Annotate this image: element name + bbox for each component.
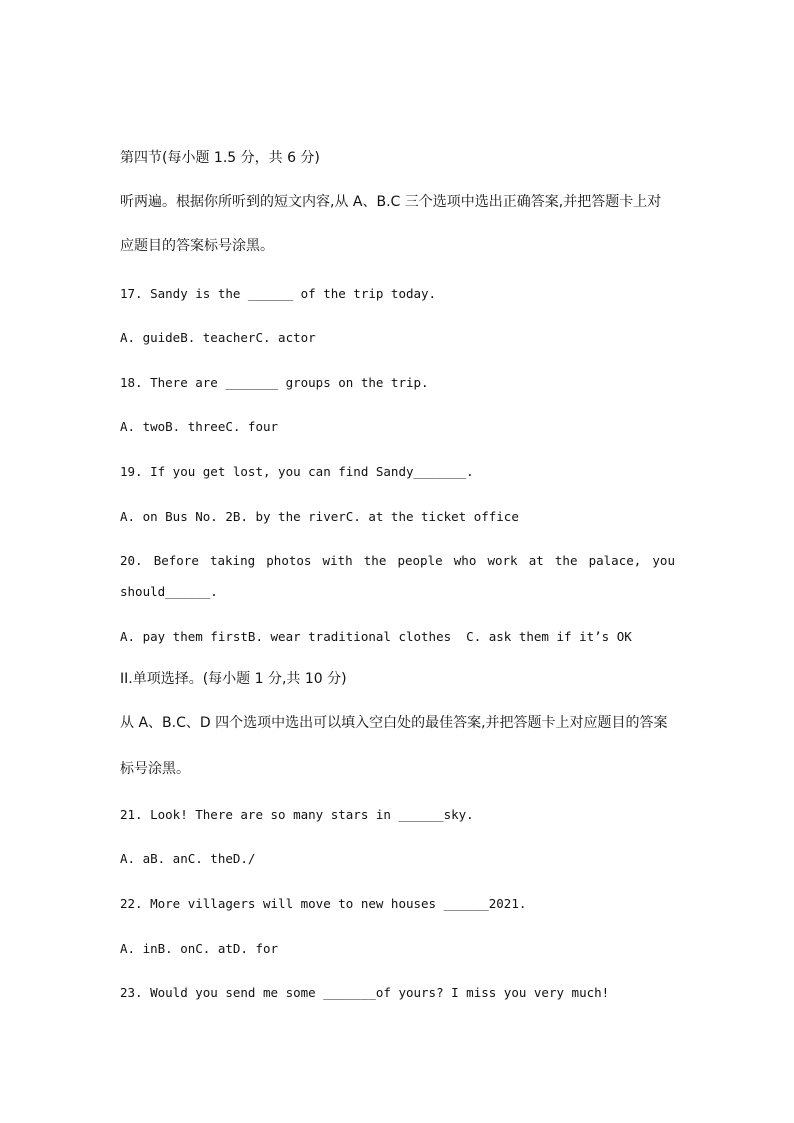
section-2-instruction-cont: 标号涂黑。 [120, 761, 190, 777]
q20-word: the [554, 553, 578, 568]
q20-word: with [322, 553, 353, 568]
section-4-instruction-cont: 应题目的答案标号涂黑。 [120, 238, 274, 254]
q20-word: work [487, 553, 518, 568]
section-2-instruction: 从 A、B.C、D 四个选项中选出可以填入空白处的最佳答案,并把答题卡上对应题目的答案 [120, 715, 668, 731]
q20-word: you [652, 553, 675, 568]
q20-word: the [363, 553, 387, 568]
q20-word: who [453, 553, 477, 568]
question-18: 18. There are _______ groups on the trip. [120, 375, 429, 390]
section-2-heading: II.单项选择。(每小题 1 分,共 10 分) [120, 671, 347, 687]
question-18-options: A. twoB. threeC. four [120, 419, 279, 434]
section-4-instruction: 听两遍。根据你所听到的短文内容,从 A、B.C 三个选项中选出正确答案,并把答题卡上对 [120, 194, 662, 210]
question-20-cont: should______. [120, 584, 218, 599]
q20-word: taking [209, 553, 256, 568]
question-17-options: A. guideB. teacherC. actor [120, 330, 316, 345]
q20-word: palace, [588, 553, 642, 568]
question-19-options: A. on Bus No. 2B. by the riverC. at the ticket office [120, 509, 519, 524]
q20-word: at [528, 553, 544, 568]
section-4-heading: 第四节(每小题 1.5 分，共 6 分) [120, 150, 320, 166]
question-17: 17. Sandy is the ______ of the trip today. [120, 286, 437, 301]
question-19: 19. If you get lost, you can find Sandy_______. [120, 464, 474, 479]
question-23: 23. Would you send me some _______of yours? I miss you very much! [120, 985, 610, 1000]
question-22: 22. More villagers will move to new houses ______2021. [120, 896, 527, 911]
question-21-options: A. aB. anC. theD./ [120, 851, 256, 866]
q20-word: Before [153, 553, 199, 568]
q20-word: photos [266, 553, 312, 568]
question-22-options: A. inB. onC. atD. for [120, 941, 279, 956]
question-21: 21. Look! There are so many stars in ______sky. [120, 807, 474, 822]
q20-word: 20. [120, 553, 143, 568]
question-20 [120, 553, 675, 569]
q20-word: people [397, 553, 443, 568]
question-20-options: A. pay them firstB. wear traditional clothes C. ask them if it’s OK [120, 629, 632, 644]
